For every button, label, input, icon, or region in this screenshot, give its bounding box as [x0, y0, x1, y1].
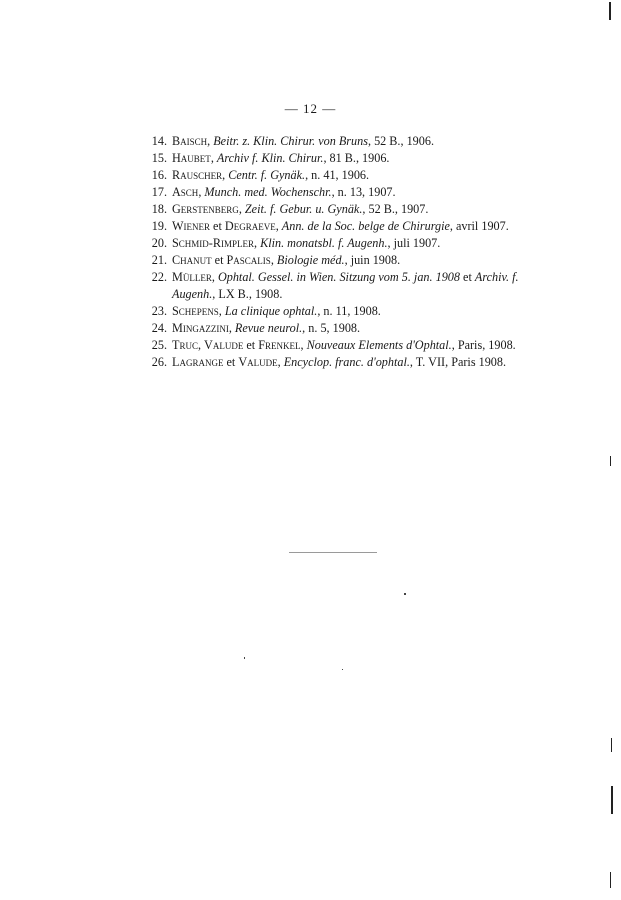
reference-number: 25. — [151, 338, 167, 352]
publication-title: Klin. monatsbl. f. Augenh. — [260, 236, 388, 250]
scan-edge-mark — [611, 786, 613, 814]
scan-speck — [342, 669, 343, 670]
publication-title: Revue neurol. — [234, 321, 303, 335]
reference-number: 20. — [151, 236, 167, 250]
citation-text: , n. 13, 1907. — [331, 185, 396, 199]
publication-title: Ophtal. Gessel. in Wien. Sitzung vom 5. jan. 1908 — [217, 270, 460, 284]
citation-text: , juin 1908. — [344, 253, 401, 267]
reference-item — [143, 218, 533, 235]
publication-title: Centr. f. Gynäk. — [228, 168, 306, 182]
citation-text: , juli 1907. — [387, 236, 441, 250]
reference-item — [143, 320, 533, 337]
author-name: Müller — [172, 270, 212, 284]
author-name: Gerstenberg — [172, 202, 239, 216]
publication-title: La clinique ophtal. — [224, 304, 318, 318]
citation-text: , — [198, 185, 205, 199]
scan-edge-mark — [610, 456, 611, 466]
citation-text: et — [243, 338, 259, 352]
citation-text: , — [275, 219, 282, 233]
reference-item — [143, 252, 533, 269]
citation-text: , LX B., 1908. — [212, 287, 283, 301]
publication-title: Encyclop. franc. d'ophtal. — [283, 355, 410, 369]
scan-edge-mark — [610, 872, 611, 888]
citation-text: , n. 11, 1908. — [317, 304, 381, 318]
author-name: Chanut — [172, 253, 212, 267]
citation-text: , — [300, 338, 307, 352]
section-divider — [289, 552, 377, 553]
scan-edge-mark — [609, 2, 611, 20]
citation-text: , — [277, 355, 284, 369]
author-name: Asch — [172, 185, 199, 199]
publication-title: Nouveaux Elements d'Ophtal. — [306, 338, 452, 352]
scan-speck — [404, 593, 406, 595]
citation-text: et — [210, 219, 225, 233]
author-name: Mingazzini — [172, 321, 229, 335]
publication-title: Biologie méd. — [276, 253, 345, 267]
citation-text: , T. VII, Paris 1908. — [409, 355, 507, 369]
author-name: Schepens — [172, 304, 219, 318]
author-name: Schmid-Rimpler — [172, 236, 254, 250]
citation-text: , — [211, 270, 218, 284]
reference-number: 23. — [151, 304, 167, 318]
citation-text: , 52 B., 1906. — [367, 134, 434, 148]
publication-title: Archiv. f. Augenh. — [172, 270, 519, 301]
author-name: Truc — [172, 338, 198, 352]
author-name: Rauscher — [172, 168, 223, 182]
publication-title: Munch. med. Wochenschr. — [204, 185, 332, 199]
citation-text: , 81 B., 1906. — [323, 151, 390, 165]
citation-text: , — [253, 236, 261, 250]
author-name: Frenkel — [258, 338, 301, 352]
citation-text: , 52 B., 1907. — [362, 202, 429, 216]
publication-title: Beitr. z. Klin. Chirur. von Bruns — [213, 134, 368, 148]
page-number: — 12 — — [284, 101, 337, 116]
author-name: Pascalis — [226, 253, 271, 267]
reference-item — [143, 201, 533, 218]
reference-item — [143, 235, 533, 252]
author-name: Valude — [204, 338, 244, 352]
reference-item — [143, 269, 533, 303]
citation-text: , — [228, 321, 235, 335]
reference-number: 18. — [151, 202, 167, 216]
citation-text: et — [223, 355, 239, 369]
publication-title: Archiv f. Klin. Chirur. — [216, 151, 324, 165]
citation-text: , avril 1907. — [449, 219, 509, 233]
citation-text: , — [270, 253, 277, 267]
citation-text: , — [210, 151, 217, 165]
reference-number: 17. — [151, 185, 167, 199]
author-name: Lagrange — [172, 355, 224, 369]
author-name: Haubet — [172, 151, 211, 165]
publication-title: Ann. de la Soc. belge de Chirurgie — [281, 219, 450, 233]
citation-text: , — [207, 134, 214, 148]
scan-speck — [244, 657, 245, 659]
author-name: Baisch — [172, 134, 208, 148]
reference-number: 16. — [151, 168, 167, 182]
reference-list — [143, 133, 533, 371]
citation-text: , — [222, 168, 229, 182]
reference-item — [143, 167, 533, 184]
reference-item — [143, 184, 533, 201]
reference-number: 15. — [151, 151, 167, 165]
reference-number: 24. — [151, 321, 167, 335]
citation-text: , — [238, 202, 245, 216]
citation-text: , Paris, 1908. — [451, 338, 516, 352]
citation-text: , — [197, 338, 205, 352]
publication-title: Zeit. f. Gebur. u. Gynäk. — [244, 202, 363, 216]
reference-number: 22. — [151, 270, 167, 284]
citation-text: et — [211, 253, 227, 267]
reference-item — [143, 337, 533, 354]
citation-text: , n. 41, 1906. — [305, 168, 370, 182]
citation-text: et — [459, 270, 475, 284]
author-name: Degraeve — [224, 219, 276, 233]
reference-item — [143, 303, 533, 320]
author-name: Valude — [238, 355, 278, 369]
reference-number: 14. — [151, 134, 167, 148]
reference-item — [143, 150, 533, 167]
reference-number: 21. — [151, 253, 167, 267]
reference-item — [143, 133, 533, 150]
reference-number: 26. — [151, 355, 167, 369]
citation-text: , — [218, 304, 225, 318]
scan-edge-mark — [611, 738, 612, 752]
author-name: Wiener — [172, 219, 210, 233]
reference-number: 19. — [151, 219, 167, 233]
citation-text: , n. 5, 1908. — [302, 321, 361, 335]
reference-item — [143, 354, 533, 371]
